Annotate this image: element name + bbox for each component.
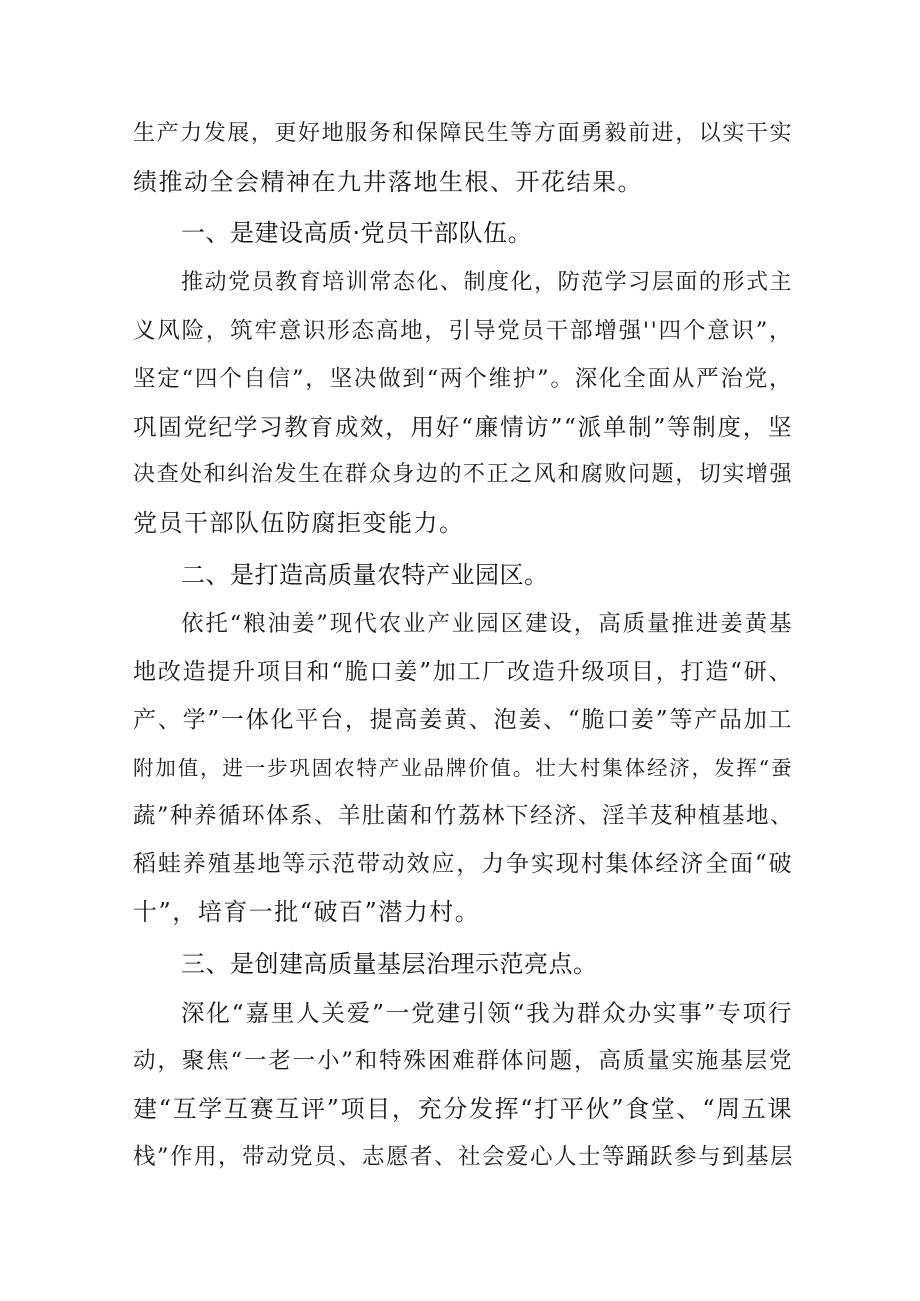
intro-line-1: 生产力发展，更好地服务和保障民生等方面勇毅前进，以实干实	[133, 121, 793, 146]
paragraph-line: 动，聚焦“一老一小”和特殊困难群体问题，高质量实施基层党	[133, 1048, 793, 1074]
paragraph-line: 坚定“四个自信”，坚决做到“两个维护”。深化全面从严治党，	[133, 366, 793, 392]
paragraph-line: 栈”作用，带动党员、志愿者、社会爱心人士等踊跃参与到基层	[133, 1144, 795, 1170]
paragraph-line: 十”，培育一批“破百”潜力村。	[133, 898, 481, 926]
paragraph-line: 深化“嘉里人关爱”一党建引领“我为群众办实事”专项行	[181, 999, 793, 1027]
paragraph-line: 建“互学互赛互评”项目，充分发挥“打平伙”食堂、“周五课	[133, 1095, 793, 1123]
section-heading-1: 一、是建设高质·党员干部队伍。	[181, 219, 533, 247]
paragraph-line: 推动党员教育培训常态化、制度化，防范学习层面的形式主	[181, 270, 793, 295]
paragraph-line: 产、学”一体化平台，提高姜黄、泡姜、“脆口姜”等产品加工	[133, 707, 793, 733]
intro-line-2: 绩推动全会精神在九井落地生根、开花结果。	[133, 168, 643, 196]
paragraph-line: 蔬”种养循环体系、羊肚菌和竹荔林下经济、淫羊芨种植基地、	[133, 803, 795, 829]
paragraph-line: 巩固党纪学习教育成效，用好“廉情访”“派单制”等制度，坚	[133, 413, 793, 441]
paragraph-line: 依托“粮油姜”现代农业产业园区建设，高质量推进姜黄基	[181, 611, 793, 637]
paragraph-line: 地改造提升项目和“脆口姜”加工厂改造升级项目，打造“研、	[133, 659, 793, 685]
paragraph-line: 附加值，进一步巩固农特产业品牌价值。壮大村集体经济，发挥“蚕	[133, 756, 793, 780]
paragraph-line: 义风险，筑牢意识形态高地，引导党员干部增强''四个意识”，	[133, 318, 793, 344]
section-heading-3: 三、是创建高质量基层治理示范亮点。	[181, 950, 598, 978]
section-heading-2: 二、是打造高质量农特产业园区。	[181, 561, 549, 589]
paragraph-line: 决查处和纠治发生在群众身边的不正之风和腐败问题，切实增强	[133, 462, 793, 487]
paragraph-line: 稻蛙养殖基地等示范带动效应，力争实现村集体经济全面“破	[133, 851, 793, 877]
paragraph-line: 党员干部队伍防腐拒变能力。	[133, 509, 465, 537]
